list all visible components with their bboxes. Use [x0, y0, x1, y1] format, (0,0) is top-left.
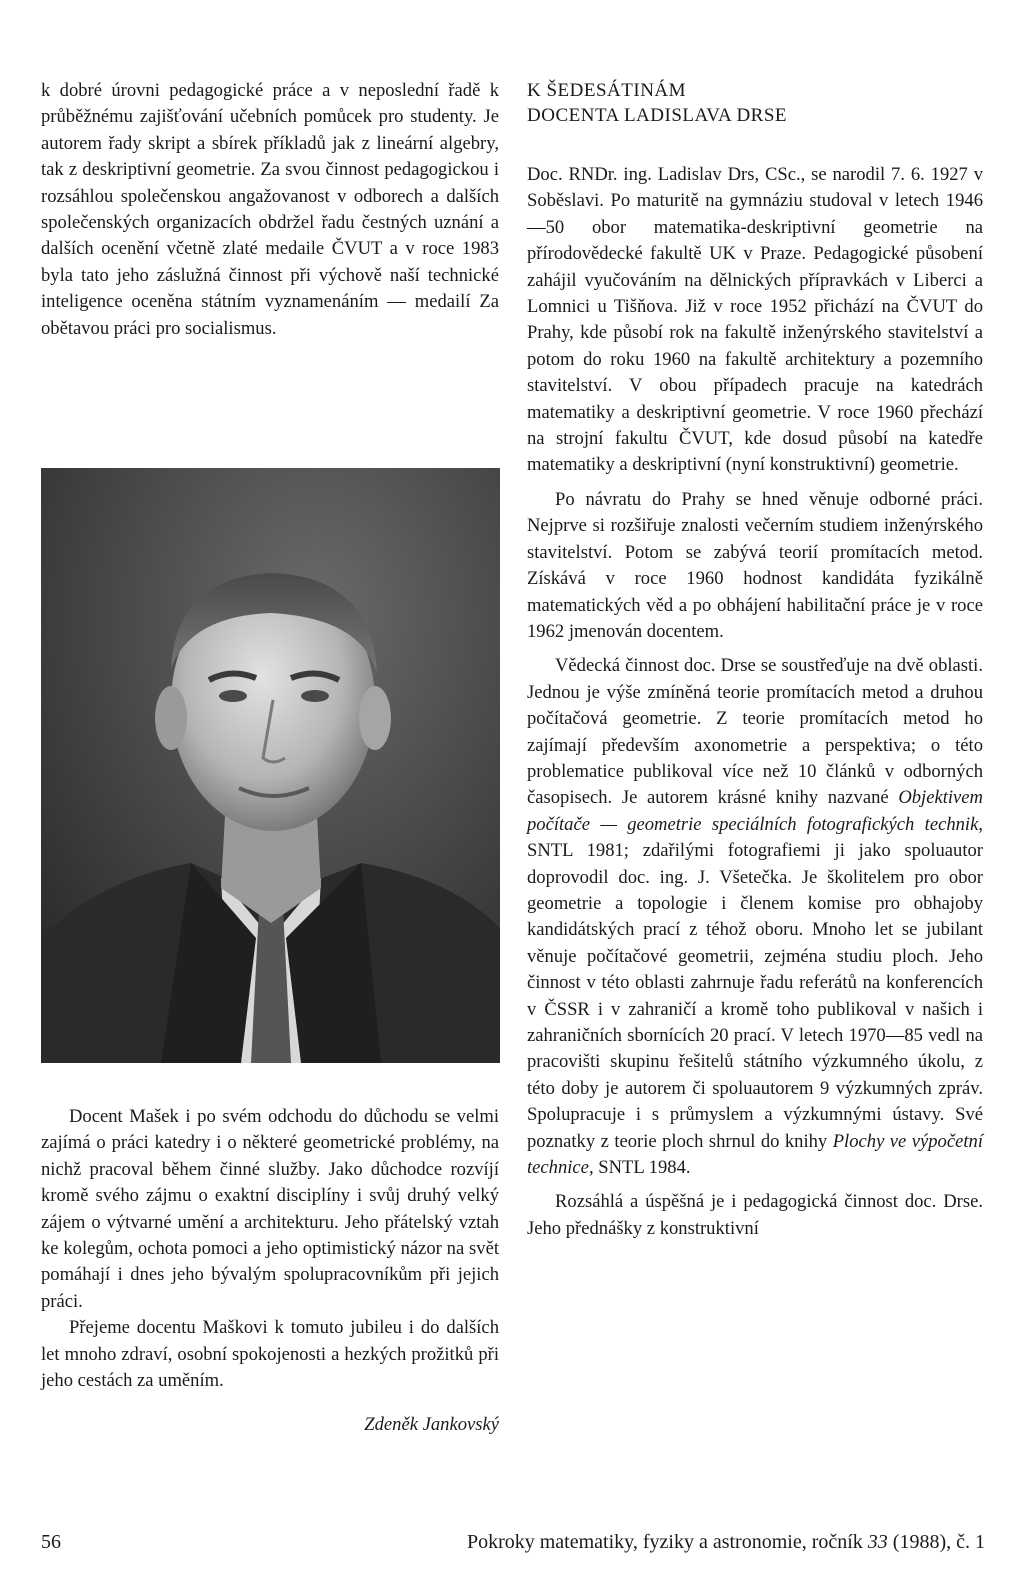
right-column [527, 78, 983, 1242]
research-text-mid: , SNTL 1981; zdařilými fotografiemi ji jako spoluautor doprovodil doc. ing. J. Všetečka. Je školitelem pro obor geometrie a topologie i členem komise pro obhajoby kandidátských prací z téhož oboru. Mnoho let se jubilant věnuje počítačové geometrii, zejména studiu ploch. Jeho činnost v této oblasti zahrnuje řadu referátů na konferencích v ČSSR i v zahraničí a kromě toho publikoval v našich i zahraničních sbornících 20 prací. V letech 1970—85 vedl na pracovišti skupinu řešitelů státního výzkumného úkolu, z této doby je autorem či spoluautorem 9 výzkumných zpráv. Spolupracuje i s průmyslem a výzkumnými ústavy. Své poznatky z teorie ploch shrnul do knihy [527, 813, 983, 1152]
paragraph-retirement: Docent Mašek i po svém odchodu do důchodu se velmi zajímá o práci katedry i o některé geometrické problémy, na nichž pracoval během činné služby. Jako důchodce rozvíjí kromě svého zájmu o exaktní disciplíny i svůj druhý velký zájem o výtvarné umění a architekturu. Jeho přátelský vztah ke kolegům, ochota pomoci a jeho optimistický názor na svět pomáhají i dnes jeho bývalým spolupracovníkům při jejich práci. [41, 1106, 499, 1312]
paragraph-career: Po návratu do Prahy se hned věnuje odborné práci. Nejprve si rozšiřuje znalosti večerním studiem inženýrského stavitelství. Potom se zabývá teorií promítacích metod. Získává v roce 1960 hodnost kandidáta fyzikálně matematických věd a po obhájení habilitační práce je v roce 1962 jmenován docentem. [527, 488, 983, 642]
paragraph-continuation: k dobré úrovni pedagogické práce a v neposlední řadě k průběžnému zajišťování učebních pomůcek pro studenty. Je autorem řady skript a sbírek příkladů jak z lineární algebry, tak z deskriptivní geometrie. Za svou činnost pedagogickou i rozsáhlou společenskou angažovanost v odborech a dalších společenských organizacích obdržel řadu čestných uznání a dalších ocenění včetně zlaté medaile ČVUT a v roce 1983 byla tato jeho záslužná činnost při výchově naší technické inteligence oceněna státním vyznamenáním — medailí Za obětavou práci pro socialismus. [41, 80, 499, 339]
paragraph-wishes: Přejeme docentu Maškovi k tomuto jubileu i do dalších let mnoho zdraví, osobní spokojenosti a hezkých prožitků při jeho cestách za uměním. [41, 1317, 499, 1392]
book-title-1: Objektivem počítače — geometrie speciálních fotografických technik [527, 787, 983, 835]
left-column-top [41, 78, 499, 342]
paragraph-research [527, 653, 983, 1181]
portrait-photo [41, 468, 500, 1063]
portrait-image [41, 468, 500, 1063]
journal-issue: (1988), č. 1 [887, 1531, 985, 1553]
author-signature: Zdeněk Jankovský [364, 1414, 499, 1436]
page-number: 56 [41, 1531, 61, 1553]
journal-citation [467, 1528, 985, 1556]
research-text-end: , SNTL 1984. [588, 1157, 691, 1179]
left-column-bottom [41, 1104, 499, 1439]
article-title [527, 78, 983, 128]
research-text-start: Vědecká činnost doc. Drse se soustřeďuje na dvě oblasti. Jednou je výše zmíněná teorie promítacích metod a druhou počítačová geometrie. Z teorie promítacích metod ho zajímají především axonometrie a perspektiva; o této problematice publikoval více než 10 článků v odborných časopisech. Je autorem krásné knihy nazvané [527, 655, 983, 809]
book-title-2: Plochy ve výpočetní technice [527, 1130, 983, 1179]
paragraph-biography: Doc. RNDr. ing. Ladislav Drs, CSc., se narodil 7. 6. 1927 v Soběslavi. Po maturitě na gymnáziu studoval v letech 1946—50 obor matematika-deskriptivní geometrie na přírodovědecké fakultě UK v Praze. Pedagogické působení zahájil vyučováním na dělnických přípravkách v Liberci a Lomnici u Tišňova. Již v roce 1952 přichází na ČVUT do Prahy, kde působí rok na fakultě inženýrského stavitelství a potom do roku 1960 na fakultě architektury a pozemního stavitelství. V obou případech pracuje na katedrách matematiky a deskriptivní geometrie. V roce 1960 přechází na strojní fakultu ČVUT, kde dosud působí na katedře matematiky a deskriptivní (nyní konstruktivní) geometrie. [527, 164, 983, 476]
article-title-line-2: DOCENTA LADISLAVA DRSE [527, 105, 788, 126]
paragraph-teaching: Rozsáhlá a úspěšná je i pedagogická činnost doc. Drse. Jeho přednášky z konstruktivní [527, 1191, 983, 1239]
journal-volume: 33 [867, 1531, 888, 1553]
article-title-line-1: K ŠEDESÁTINÁM [527, 80, 687, 101]
journal-name: Pokroky matematiky, fyziky a astronomie, ročník [466, 1531, 868, 1553]
